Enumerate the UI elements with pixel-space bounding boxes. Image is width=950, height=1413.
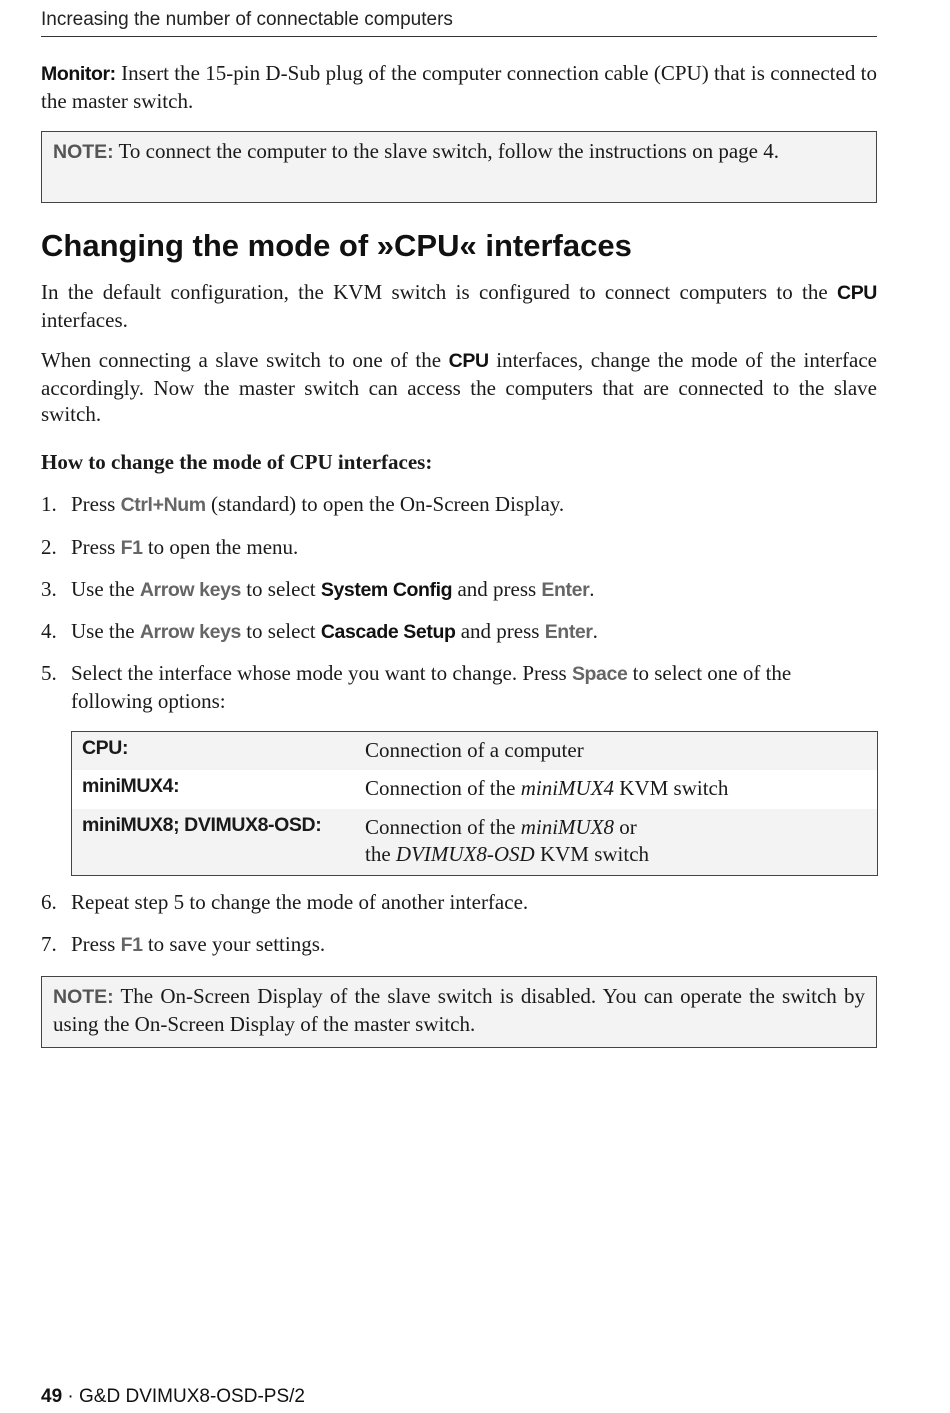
options-table	[71, 731, 878, 876]
key-arrow-keys: Arrow keys	[139, 579, 241, 601]
step-5	[41, 660, 877, 714]
desc-italic: miniMUX8	[520, 815, 615, 839]
header-rule	[41, 36, 877, 37]
step-number: 5.	[41, 661, 57, 685]
step-text: to select	[240, 577, 321, 601]
note-label-1: NOTE:	[53, 141, 114, 163]
slave-switch-paragraph	[41, 347, 877, 428]
monitor-label: Monitor:	[41, 63, 116, 85]
step-text: and press	[455, 619, 545, 643]
step-number: 2.	[41, 535, 57, 559]
step-number: 7.	[41, 932, 57, 956]
desc-text: KVM switch	[614, 776, 729, 800]
step-7	[41, 931, 877, 959]
key-arrow-keys: Arrow keys	[139, 621, 241, 643]
desc-text: KVM switch	[534, 841, 650, 866]
step-6	[41, 889, 877, 916]
desc-text: Connection of the	[365, 815, 521, 839]
note-box-1	[41, 131, 877, 203]
page-footer	[41, 1386, 305, 1408]
default-text-1: In the default configuration, the KVM switch is configured to connect computers to the	[41, 280, 838, 304]
table-row	[72, 732, 877, 770]
note-text-1: To connect the computer to the slave switch, follow the instructions on page 4.	[113, 139, 779, 163]
desc-italic: DVIMUX8-OSD	[395, 841, 535, 866]
option-key: CPU:	[82, 737, 129, 759]
step-number: 6.	[41, 890, 57, 914]
step-text: Select the interface whose mode you want to change. Press	[71, 661, 572, 685]
key-enter: Enter	[544, 621, 593, 643]
desc-italic: miniMUX4	[520, 776, 615, 800]
step-text: Repeat step 5 to change the mode of another interface.	[71, 890, 529, 914]
key-f1: F1	[120, 934, 143, 956]
slave-text-2: interfaces, change the mode of the interface accordingly. Now the master switch can access the computers that are connected to the slave switch.	[41, 348, 877, 426]
step-text: to save your settings.	[142, 932, 326, 956]
note-box-2	[41, 976, 877, 1048]
key-ctrl-num: Ctrl+Num	[120, 494, 206, 516]
option-description	[365, 814, 877, 875]
step-number: 3.	[41, 577, 57, 601]
step-text: .	[592, 619, 598, 643]
step-4	[41, 618, 877, 646]
desc-text: or	[614, 815, 637, 839]
footer-separator: ·	[62, 1386, 80, 1407]
menu-cascade-setup: Cascade Setup	[320, 621, 456, 643]
step-1	[41, 491, 877, 519]
step-text: to select	[240, 619, 321, 643]
document-page	[41, 0, 877, 1413]
section-heading: Changing the mode of »CPU« interfaces	[41, 228, 632, 263]
step-2	[41, 534, 877, 562]
step-text: Use the	[71, 577, 140, 601]
step-number: 4.	[41, 619, 57, 643]
monitor-text: Insert the 15-pin D-Sub plug of the computer connection cable (CPU) that is connected to the master switch.	[41, 61, 877, 113]
option-description	[365, 775, 877, 809]
key-f1: F1	[120, 537, 143, 559]
table-row	[72, 809, 877, 875]
monitor-paragraph	[41, 60, 877, 114]
table-row	[72, 770, 877, 809]
note-label-2: NOTE:	[53, 986, 114, 1008]
step-3	[41, 576, 877, 604]
step-text: .	[589, 577, 595, 601]
option-description: Connection of a computer	[365, 738, 584, 762]
menu-system-config: System Config	[320, 579, 453, 601]
step-text: Press	[71, 932, 121, 956]
footer-title: G&D DVIMUX8-OSD-PS/2	[79, 1386, 305, 1407]
step-text: to select one of the following options:	[71, 661, 792, 713]
steps-title: How to change the mode of CPU interfaces:	[41, 450, 433, 474]
cpu-keyword: CPU	[448, 350, 489, 372]
step-text: to open the menu.	[142, 535, 299, 559]
desc-text: Connection of the	[365, 776, 521, 800]
key-enter: Enter	[541, 579, 590, 601]
default-text-2: interfaces.	[41, 307, 128, 332]
step-text: Press	[71, 492, 121, 516]
default-config-paragraph	[41, 279, 877, 333]
option-key: miniMUX8; DVIMUX8-OSD:	[82, 814, 322, 836]
note-text-2: The On-Screen Display of the slave switch is disabled. You can operate the switch by using the On-Screen Display of the master switch.	[53, 984, 865, 1036]
cpu-keyword: CPU	[837, 282, 877, 304]
step-text: Use the	[71, 619, 140, 643]
desc-text: the	[365, 841, 396, 866]
option-key: miniMUX4:	[82, 775, 180, 797]
running-head: Increasing the number of connectable computers	[41, 9, 453, 30]
step-number: 1.	[41, 492, 57, 516]
page-number: 49	[41, 1386, 63, 1407]
slave-text-1: When connecting a slave switch to one of the	[41, 348, 449, 372]
key-space: Space	[571, 663, 628, 685]
step-text: Press	[71, 535, 121, 559]
step-text: (standard) to open the On-Screen Display.	[205, 492, 565, 516]
step-text: and press	[452, 577, 542, 601]
